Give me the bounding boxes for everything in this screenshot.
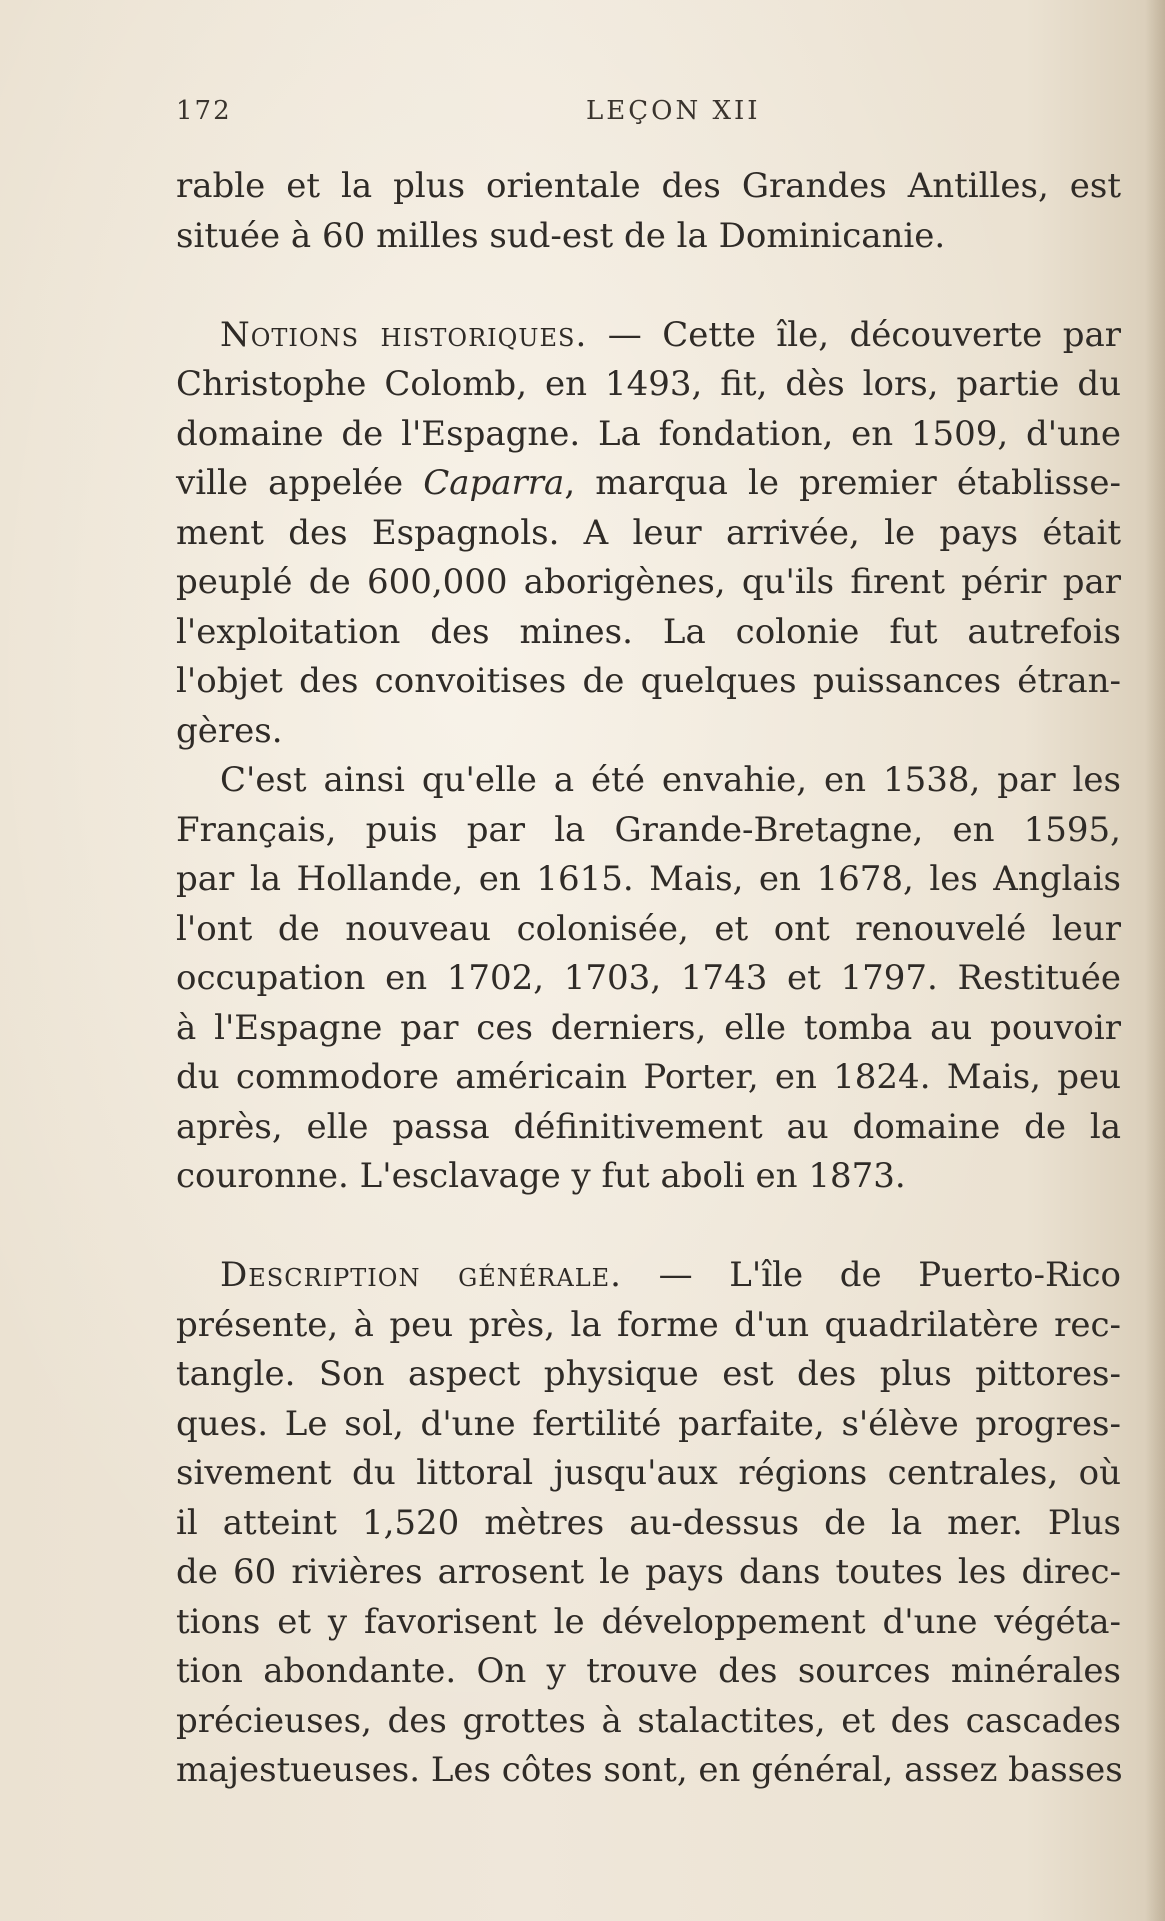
- text-line: à l'Espagne par ces derniers, elle tomba au pouvoir: [176, 1007, 1121, 1048]
- text-line: tions et y favorisent le développement d'une végéta-: [176, 1601, 1121, 1642]
- italic-place-name: Caparra: [423, 463, 565, 503]
- text-line: l'objet des convoitises de quelques puissances étran-: [176, 661, 1121, 701]
- section-heading-description: Description générale.: [220, 1255, 622, 1295]
- text-line: Description générale. — L'île de Puerto-Rico: [220, 1255, 1121, 1295]
- page-number: 172: [176, 96, 232, 126]
- section-heading-historical: Notions historiques.: [220, 314, 588, 355]
- text-line: située à 60 milles sud-est de la Dominicanie.: [176, 215, 946, 256]
- text-line: rable et la plus orientale des Grandes Antilles, est: [176, 166, 1121, 206]
- text-line: tangle. Son aspect physique est des plus pittores-: [176, 1354, 1121, 1394]
- text-line: l'exploitation des mines. La colonie fut autrefois: [176, 611, 1121, 652]
- text-line: ville appelée Caparra, marqua le premier établisse-: [176, 463, 1121, 503]
- text-line: présente, à peu près, la forme d'un quadrilatère rec-: [176, 1304, 1121, 1345]
- page-edge-shadow: [1145, 0, 1165, 1921]
- text-line: du commodore américain Porter, en 1824. Mais, peu: [176, 1057, 1121, 1097]
- text-line: peuplé de 600,000 aborigènes, qu'ils firent périr par: [176, 562, 1121, 602]
- text-line: tion abondante. On y trouve des sources minérales: [176, 1651, 1121, 1691]
- running-head: [176, 96, 1126, 136]
- text-line: sivement du littoral jusqu'aux régions centrales, où: [176, 1453, 1121, 1493]
- text-line: l'ont de nouveau colonisée, et ont renouvelé leur: [176, 908, 1121, 949]
- body-text: [176, 162, 1121, 1796]
- text-line: Notions historiques. — Cette île, découverte par: [220, 314, 1121, 355]
- text-line: après, elle passa définitivement au domaine de la: [176, 1106, 1121, 1147]
- text-line: majestueuses. Les côtes sont, en général, assez basses: [176, 1750, 1123, 1790]
- text-line: par la Hollande, en 1615. Mais, en 1678, les Anglais: [176, 859, 1121, 899]
- text-line: gères.: [176, 710, 283, 751]
- chapter-title: LEÇON XII: [586, 96, 761, 126]
- text-line: il atteint 1,520 mètres au-dessus de la mer. Plus: [176, 1502, 1121, 1543]
- text-line: Christophe Colomb, en 1493, fit, dès lors, partie du: [176, 364, 1121, 404]
- text-line: domaine de l'Espagne. La fondation, en 1509, d'une: [176, 413, 1121, 454]
- text-line: C'est ainsi qu'elle a été envahie, en 1538, par les: [220, 760, 1121, 800]
- text-line: de 60 rivières arrosent le pays dans toutes les direc-: [176, 1552, 1121, 1592]
- text-line: Français, puis par la Grande-Bretagne, en 1595,: [176, 809, 1121, 850]
- text-line: couronne. L'esclavage y fut aboli en 1873.: [176, 1156, 906, 1196]
- text-line: ques. Le sol, d'une fertilité parfaite, s'élève progres-: [176, 1403, 1121, 1444]
- text-line: ment des Espagnols. A leur arrivée, le pays était: [176, 512, 1121, 553]
- text-line: occupation en 1702, 1703, 1743 et 1797. Restituée: [176, 958, 1121, 998]
- text-line: précieuses, des grottes à stalactites, et des cascades: [176, 1700, 1121, 1741]
